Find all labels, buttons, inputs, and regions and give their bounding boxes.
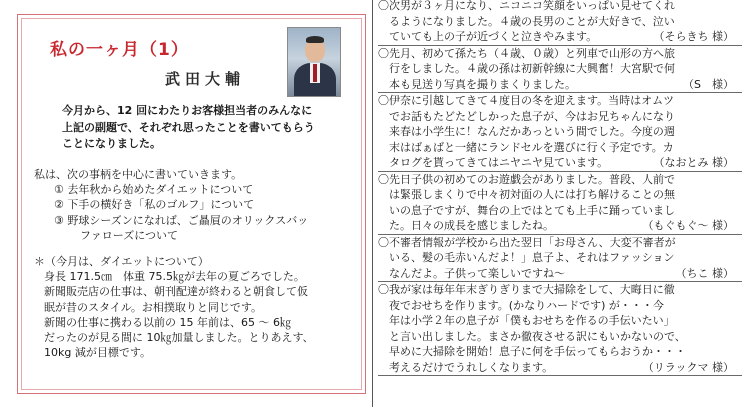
body-line: 身長 171.5㎝ 体重 75.5㎏が去年の夏ごろでした。 [44, 270, 305, 284]
intro-text [62, 103, 358, 153]
letters-panel [378, 0, 742, 407]
letter-line: 末はばぁばと一緒にランドセルを選びに行く予定です。カ [389, 140, 674, 154]
letter-line: 〇先月、初めて孫たち（４歳、０歳）と列車で山形の方へ旅 [378, 46, 675, 60]
topic-item-cont: ファローズについて [80, 228, 179, 242]
column-title: 私の一ヶ月（1） [50, 40, 189, 60]
topic-item: ③ 野球シーズンになれば、ご贔屓のオリックスバッ [54, 213, 309, 227]
letter-line: は緊張しまくりで中々初対面の人には打ち解けることの無 [389, 188, 675, 201]
letter-line: でお話もたどたどしかった息子が、今はお兄ちゃんになり [389, 109, 675, 123]
body-line: だったのが見る間に 10㎏加量しました。とりあえす、 [44, 331, 314, 345]
letter-line: いる、髪の毛赤いんだよ！」息子よ、それはファッション [389, 251, 675, 264]
letter-line: 早めに大掃除を開始！息子に何を手伝ってもらおうか・・・ [389, 345, 686, 358]
body-line: 新聞販売店の仕事は、朝刊配達が終わると朝食して仮 [44, 285, 308, 299]
column-divider [372, 0, 373, 407]
letter-line: 〇先日子供の初めてのお遊戯会がありました。普段、人前で [378, 172, 675, 186]
intro-line: ことになりました。 [62, 137, 161, 150]
letter-line: なんだよ。子供って楽しいですね～ （ちこ 様） [378, 266, 742, 282]
letter-line: 〇次男が３ヶ月になり、ニコニコ笑顔をいっぱい見せてくれ [378, 0, 675, 12]
body-line: 眠が昔のスタイル。お相撲取りと同じです。 [44, 300, 263, 314]
body-line: 10kg 減が目標です。 [44, 346, 151, 360]
reader-letter [378, 93, 742, 172]
letter-line: た。日々の成長を感じましたね。 （もぐもぐ～ 様） [378, 218, 742, 234]
body-line: 新聞の仕事に携わる以前の 15 年前は、65 ～ 6㎏ [44, 315, 291, 329]
letter-line: 来春は小学生に！なんだかあっという間でした。今度の週 [389, 125, 675, 138]
letter-line: るようになりました。４歳の長男のことが大好きで、泣い [389, 14, 675, 28]
letter-line: 本も見送り写真を撮りまくりました。 （S 様） [378, 77, 742, 93]
letter-line: 夜でおせちを作ります。(かなりハードです) が・・・今 [389, 298, 664, 312]
body-line: ＊（今月は、ダイエットについて） [34, 255, 209, 269]
letter-line: 考えるだけでうれしくなります。 （リラックマ 様） [378, 360, 742, 376]
topic-item: ① 去年秋から始めたダイエットについて [54, 183, 254, 197]
author-photo [287, 27, 341, 97]
reader-letter [378, 235, 742, 283]
reader-letter [378, 172, 742, 235]
left-panel [0, 0, 372, 407]
reader-letter [378, 46, 742, 94]
author-name: 武田大輔 [165, 70, 246, 88]
letter-line: タログを貰ってきてはニヤニヤ見ています。 （なおとみ 様） [378, 155, 742, 171]
letters-list [378, 0, 742, 376]
letter-line: ていても上の子が近づくと泣きやみます。 （そらきち 様） [378, 29, 742, 45]
letter-line: 年は小学２年の息子が「僕もおせちを作るの手伝いたい」 [389, 314, 675, 327]
letter-signature: （もぐもぐ～ 様） [642, 219, 734, 232]
letter-signature: （S 様） [683, 77, 734, 91]
letter-line: 行をしました。４歳の孫は初新幹線に大興奮！大宮駅で何 [389, 62, 675, 75]
letter-signature: （なおとみ 様） [653, 156, 734, 169]
letter-signature: （ちこ 様） [675, 266, 734, 280]
intro-line: 上記の副題で、それぞれ思ったことを書いてもらう [62, 120, 315, 134]
letter-line: いの息子ですが、舞台の上ではとても上手に踊っていまし [389, 203, 675, 217]
letter-signature: （リラックマ 様） [642, 360, 734, 374]
body-line: 私は、次の事柄を中心に書いていきます。 [34, 168, 243, 181]
letter-line: 〇不審者情報が学校から出た翌日「お母さん、大変不審者が [378, 235, 676, 249]
reader-letter [378, 0, 742, 46]
reader-letter [378, 282, 742, 376]
body-text [34, 167, 364, 360]
letter-line: 〇伊奈に引越してきて４度目の冬を迎えます。当時はオムツ [378, 94, 675, 107]
intro-line: 今月から、12 回にわたりお客様担当者のみんなに [62, 104, 313, 117]
topic-item: ② 下手の横好き「私のゴルフ」について [54, 198, 255, 212]
letter-line: と言い出しました。まさか徹夜させる訳にもいかないので、 [389, 329, 686, 343]
letter-line: 〇我が家は毎年年末ぎりぎりまで大掃除をして、大晦日に徹 [378, 283, 675, 296]
letter-signature: （そらきち 様） [653, 30, 734, 43]
